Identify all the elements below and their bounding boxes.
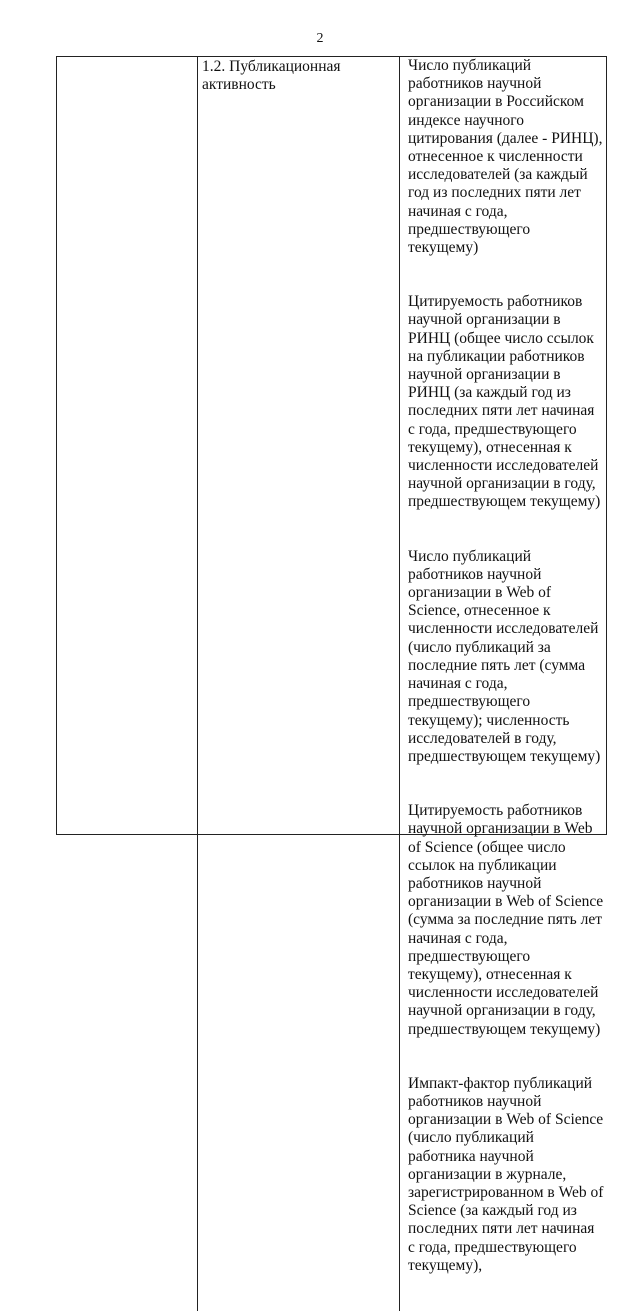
table-cell-section	[197, 57, 399, 1311]
table-cell-empty	[57, 57, 197, 1311]
table-cell-indicators	[399, 57, 606, 1311]
section-label: 1.2. Публикационная активность	[202, 58, 341, 94]
page-number: 2	[316, 31, 324, 46]
indicator-rinc-citations: Цитируемость работников научной организации в РИНЦ (общее число ссылок на публикации работников научной организации в РИНЦ (за каждый год из последних пяти лет начиная с года, предшествующего текущему), отнесенная к численности исследователей научной организации в году, предшествующем текущему)	[408, 293, 601, 511]
indicator-wos-impact-factor: Импакт-фактор публикаций работников научной организации в Web of Science (число публикаций работника научной организации в журнале, зарегистрированном в Web of Science (за каждый год из последних пяти лет начиная с года, предшествующего текущему),	[408, 1074, 604, 1274]
indicator-wos-citations: Цитируемость работников научной организации в Web of Science (общее число ссылок на публикации работников научной организации в Web of Science (сумма за последние пять лет начиная с года, предшествующего текущему), отнесенная к численности исследователей научной организации в году, предшествующем текущему)	[408, 802, 604, 1038]
indicator-rinc-publications: Число публикаций работников научной организации в Российском индексе научного цитирования (далее - РИНЦ), отнесенное к численности исследователей (за каждый год из последних пяти лет начиная с года, предшествующего текущему)	[408, 57, 603, 257]
indicator-wos-publications: Число публикаций работников научной организации в Web of Science, отнесенное к численности исследователей (число публикаций за последние пять лет (сумма начиная с года, предшествующего текущему); численность исследователей в году, предшествующем текущему)	[408, 547, 601, 765]
indicators-table	[56, 56, 607, 1274]
